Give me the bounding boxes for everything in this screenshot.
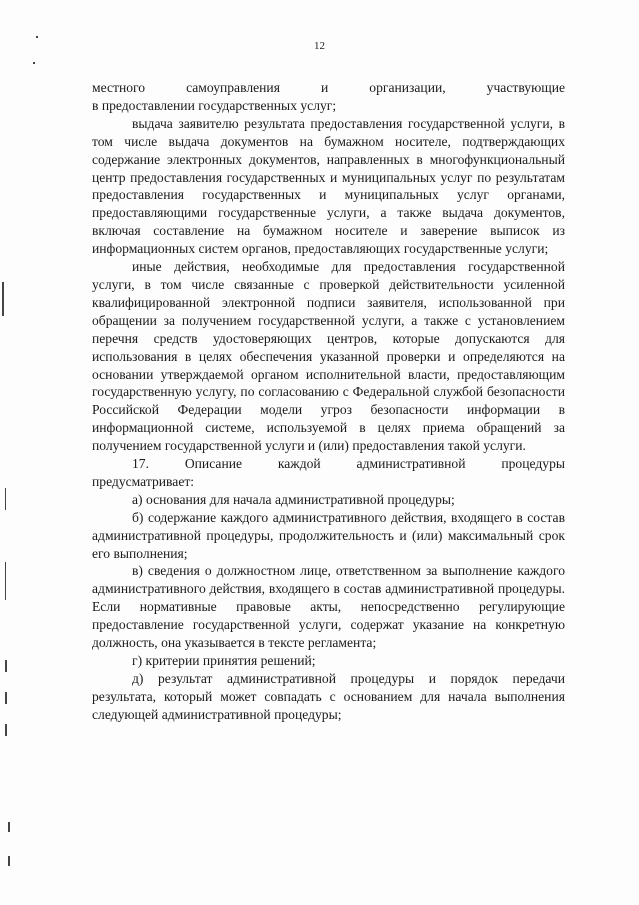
scan-mark [5, 660, 7, 672]
paragraph: иные действия, необходимые для предоставления государственной услуги, в том числе связанные с проверкой действительности усиленной квалифицированной электронной подписи заявителя, использованной при обращении за получением государственной услуги, а также с установлением перечня средств удостоверяющих центров, которые допускаются для использования в целях обеспечения указанной проверки и определяются на основании утверждаемой органом исполнительной власти, предоставляющим государственную услугу, по согласованию с Федеральной службой безопасности Российской Федерации модели угроз безопасности информации в информационной системе, используемой в целях приема обращений за получением государственной услуги и (или) предоставления такой услуги. [92, 259, 565, 454]
scan-mark [36, 36, 38, 38]
paragraph: г) критерии принятия решений; [132, 653, 316, 668]
scan-margin-marks [0, 0, 20, 905]
paragraph: б) содержание каждого административного действия, входящего в состав административной процедуры, продолжительность и (или) максимальный срок его выполнения; [92, 509, 565, 561]
paragraph: предусматривает: [92, 473, 195, 489]
paragraph: выдача заявителю результата предоставления государственной услуги, в том числе выдача документов на бумажном носителе, подтверждающих содержание электронных документов, направленных в многофункциональный центр предоставления государственных и муниципальных услуг по результатам предоставления государственных и муниципальных услуг органами, предоставляющими государственные услуги, а также выдача документов, включая составление на бумажном носителе и заверение выписок из информационных систем органов, предоставляющих государственные услуги; [92, 115, 565, 257]
paragraph: местного самоуправления и организации, участвующие [92, 80, 565, 95]
paragraph: 17. Описание каждой административной процедуры [132, 456, 565, 472]
scan-mark [8, 822, 10, 832]
scan-mark [8, 856, 10, 866]
scan-mark [5, 562, 6, 600]
scan-mark [5, 724, 7, 736]
document-body [92, 79, 565, 724]
scan-mark [2, 282, 4, 316]
scan-mark [5, 488, 6, 510]
page-number: 12 [314, 40, 325, 52]
scan-mark [33, 62, 35, 64]
paragraph: в) сведения о должностном лице, ответственном за выполнение каждого административного действия, входящего в состав административной процедуры. Если нормативные правовые акты, непосредственно регулирующие предоставление государственной услуги, содержат указание на конкретную должность, она указывается в тексте регламента; [92, 563, 565, 651]
scan-mark [5, 692, 7, 704]
paragraph: д) результат административной процедуры и порядок передачи результата, который может совпадать с основанием для начала выполнения следующей административной процедуры; [92, 670, 565, 722]
paragraph: в предоставлении государственных услуг; [92, 97, 337, 113]
paragraph: а) основания для начала административной процедуры; [132, 491, 455, 507]
